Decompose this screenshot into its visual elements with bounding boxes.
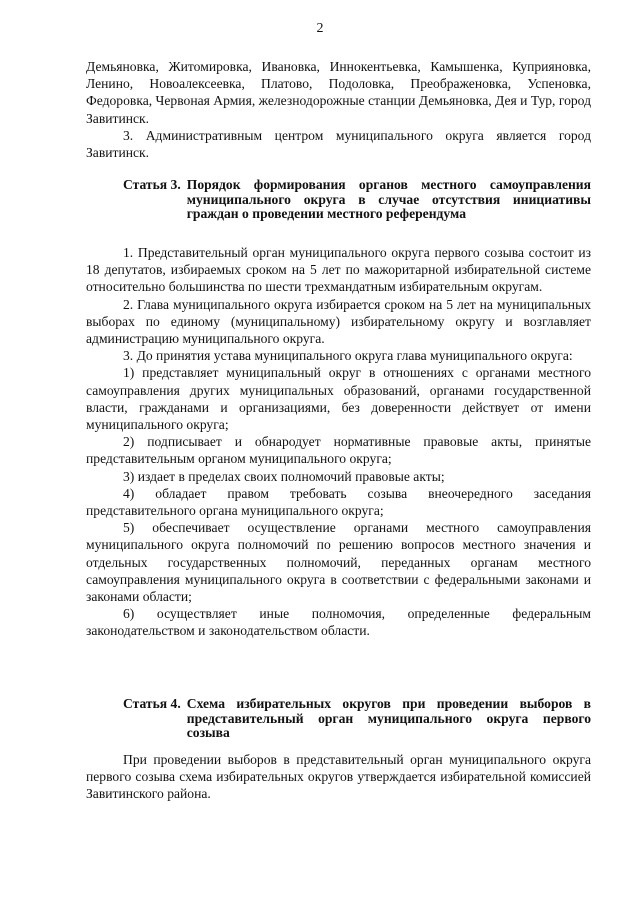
article-3-paragraph: 1. Представительный орган муниципального округа первого созыва состоит из 18 депутатов, избираемых сроком на 5 лет по мажоритарной избирательной системе относительно большинства по шести трехмандатным избирательным округам. [86,245,591,295]
article-4-heading [123,697,591,741]
article-3-number: Статья 3. [123,177,181,192]
article-3-list-item: 5) обеспечивает осуществление органами местного самоуправления муниципального округа полномочий по решению вопросов местного значения и отдельных государственных полномочий, переданных органам местного самоуправления муниципального округа в соответствии с федеральными законами и законами области; [86,520,591,605]
article-4-title: Схема избирательных округов при проведении выборов в представительный орган муниципального округа первого созыва [186,696,591,741]
article-3-list-item: 4) обладает правом требовать созыва внеочередного заседания представительного органа муниципального округа; [86,485,591,519]
intro-paragraph-1: Демьяновка, Житомировка, Ивановка, Иннокентьевка, Камышенка, Куприяновка, Ленино, Новоалексеевка, Платово, Подоловка, Преображеновка, Успеновка, Федоровка, Червоная Армия, железнодорожные станции Демьяновка, Дея и Тур, город Завитинск. [86,59,591,126]
intro-block [86,58,591,161]
article-4-body [86,751,591,803]
article-3-heading [123,178,591,222]
intro-paragraph-2: 3. Административным центром муниципального округа является город Завитинск. [86,127,591,161]
article-3-body [86,244,591,640]
article-3-list-item: 2) подписывает и обнародует нормативные правовые акты, принятые представительным органом муниципального округа; [86,434,591,467]
article-4-paragraph: При проведении выборов в представительный орган муниципального округа первого созыва схема избирательных округов утверждается избирательной комиссией Завитинского района. [86,752,591,802]
page-number: 2 [316,21,324,36]
article-3-list-item: 3) издает в пределах своих полномочий правовые акты; [123,468,445,484]
article-3-paragraph: 3. До принятия устава муниципального округа глава муниципального округа: [123,348,573,364]
article-3-title: Порядок формирования органов местного самоуправления муниципального округа в случае отсутствия инициативы граждан о проведении местного референдума [186,177,591,222]
article-3-paragraph: 2. Глава муниципального округа избирается сроком на 5 лет на муниципальных выборах по единому (муниципальному) избирательному округу и возглавляет администрацию муниципального округа. [86,296,591,347]
article-4-number: Статья 4. [123,696,181,711]
article-3-list-item: 1) представляет муниципальный округ в отношениях с органами местного самоуправления других муниципальных образований, органами государственной власти, гражданами и организациями, без доверенности действует от имени муниципального округа; [86,365,591,433]
article-3-list-item: 6) осуществляет иные полномочия, определенные федеральным законодательством и законодательством области. [86,606,591,639]
